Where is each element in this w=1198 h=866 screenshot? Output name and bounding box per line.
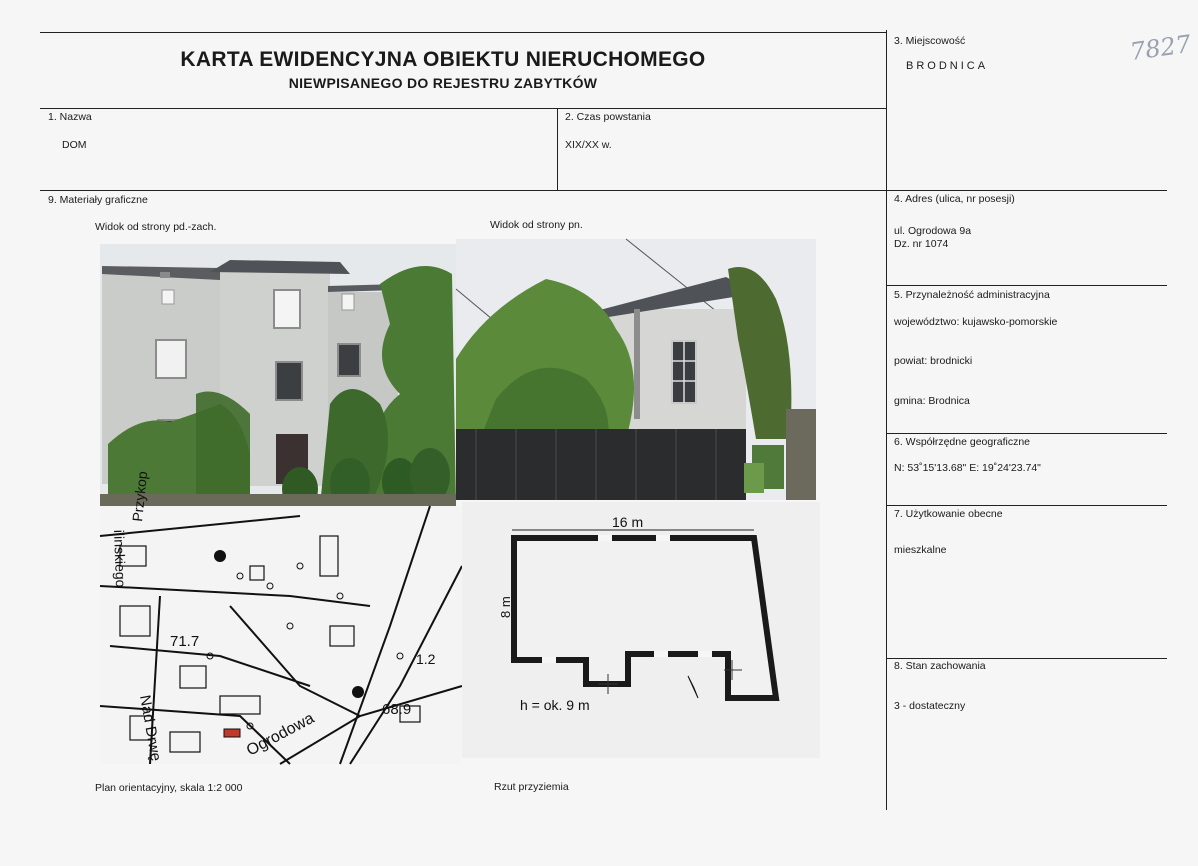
photo-right-caption: Widok od strony pn. [490, 219, 583, 231]
address-parcel: Dz. nr 1074 [894, 238, 949, 250]
address-street: ul. Ogrodowa 9a [894, 225, 972, 237]
usage-value: mieszkalne [894, 544, 947, 556]
condition-value: 3 - dostateczny [894, 700, 966, 712]
rule-under-title [40, 108, 886, 109]
photo-house-southwest [100, 244, 456, 506]
floor-plan-illustration [462, 502, 820, 758]
map-street-przykop: Przykop [129, 470, 151, 523]
rule-admin [886, 285, 1167, 286]
rule-condition [886, 658, 1167, 659]
admin-commune: gmina: Brodnica [894, 395, 970, 407]
rule-under-name [40, 190, 1167, 191]
plan-caption: Rzut przyziemia [494, 781, 569, 793]
rule-main-right [886, 30, 887, 810]
map-caption: Plan orientacyjny, skala 1:2 000 [95, 782, 243, 794]
rule-usage [886, 505, 1167, 506]
admin-label: 5. Przynależność administracyjna [894, 289, 1050, 301]
map-height-1: 71.7 [170, 633, 200, 650]
condition-label: 8. Stan zachowania [894, 660, 986, 672]
map-street-ogrodowa: Ogrodowa [243, 709, 318, 760]
coords-value: N: 53˚15'13.68" E: 19˚24'23.74" [894, 462, 1041, 474]
locality-label: 3. Miejscowość [894, 35, 966, 47]
map-height-2: 68.9 [382, 701, 412, 718]
rule-top [40, 32, 886, 33]
coords-label: 6. Współrzędne geograficzne [894, 436, 1030, 448]
orientation-map-illustration [100, 470, 462, 764]
map-object-marker [224, 729, 240, 737]
card-title: KARTA EWIDENCYJNA OBIEKTU NIERUCHOMEGO [180, 48, 706, 71]
plan-height-label: h = ok. 9 m [520, 697, 590, 713]
photo-left-caption: Widok od strony pd.-zach. [95, 221, 217, 233]
locality-value: BRODNICA [906, 60, 989, 72]
usage-label: 7. Użytkowanie obecne [894, 508, 1003, 520]
name-label: 1. Nazwa [48, 111, 92, 123]
house-north-illustration [456, 239, 816, 500]
map-height-3: 1.2 [416, 651, 436, 667]
house-southwest-illustration [100, 244, 456, 506]
plan-depth-label: 8 m [498, 596, 513, 618]
name-value: DOM [62, 139, 87, 151]
period-label: 2. Czas powstania [565, 111, 651, 123]
ground-floor-plan [462, 502, 820, 758]
rule-coords [886, 433, 1167, 434]
period-value: XIX/XX w. [565, 139, 612, 151]
admin-voivodeship: województwo: kujawsko-pomorskie [894, 316, 1058, 328]
graphics-label: 9. Materiały graficzne [48, 194, 148, 206]
address-label: 4. Adres (ulica, nr posesji) [894, 193, 1015, 205]
photo-house-north [456, 239, 816, 500]
map-street-ilinskiego: ilinskiego [111, 529, 130, 588]
card-subtitle: NIEWPISANEGO DO REJESTRU ZABYTKÓW [288, 75, 598, 91]
plan-width-label: 16 m [612, 514, 644, 530]
orientation-map [100, 470, 462, 764]
rule-name-period [557, 108, 558, 190]
map-street-nad-drwe: Nad Drwę [136, 693, 165, 763]
handwritten-number: 7827 [1128, 29, 1193, 67]
admin-county: powiat: brodnicki [894, 355, 973, 367]
